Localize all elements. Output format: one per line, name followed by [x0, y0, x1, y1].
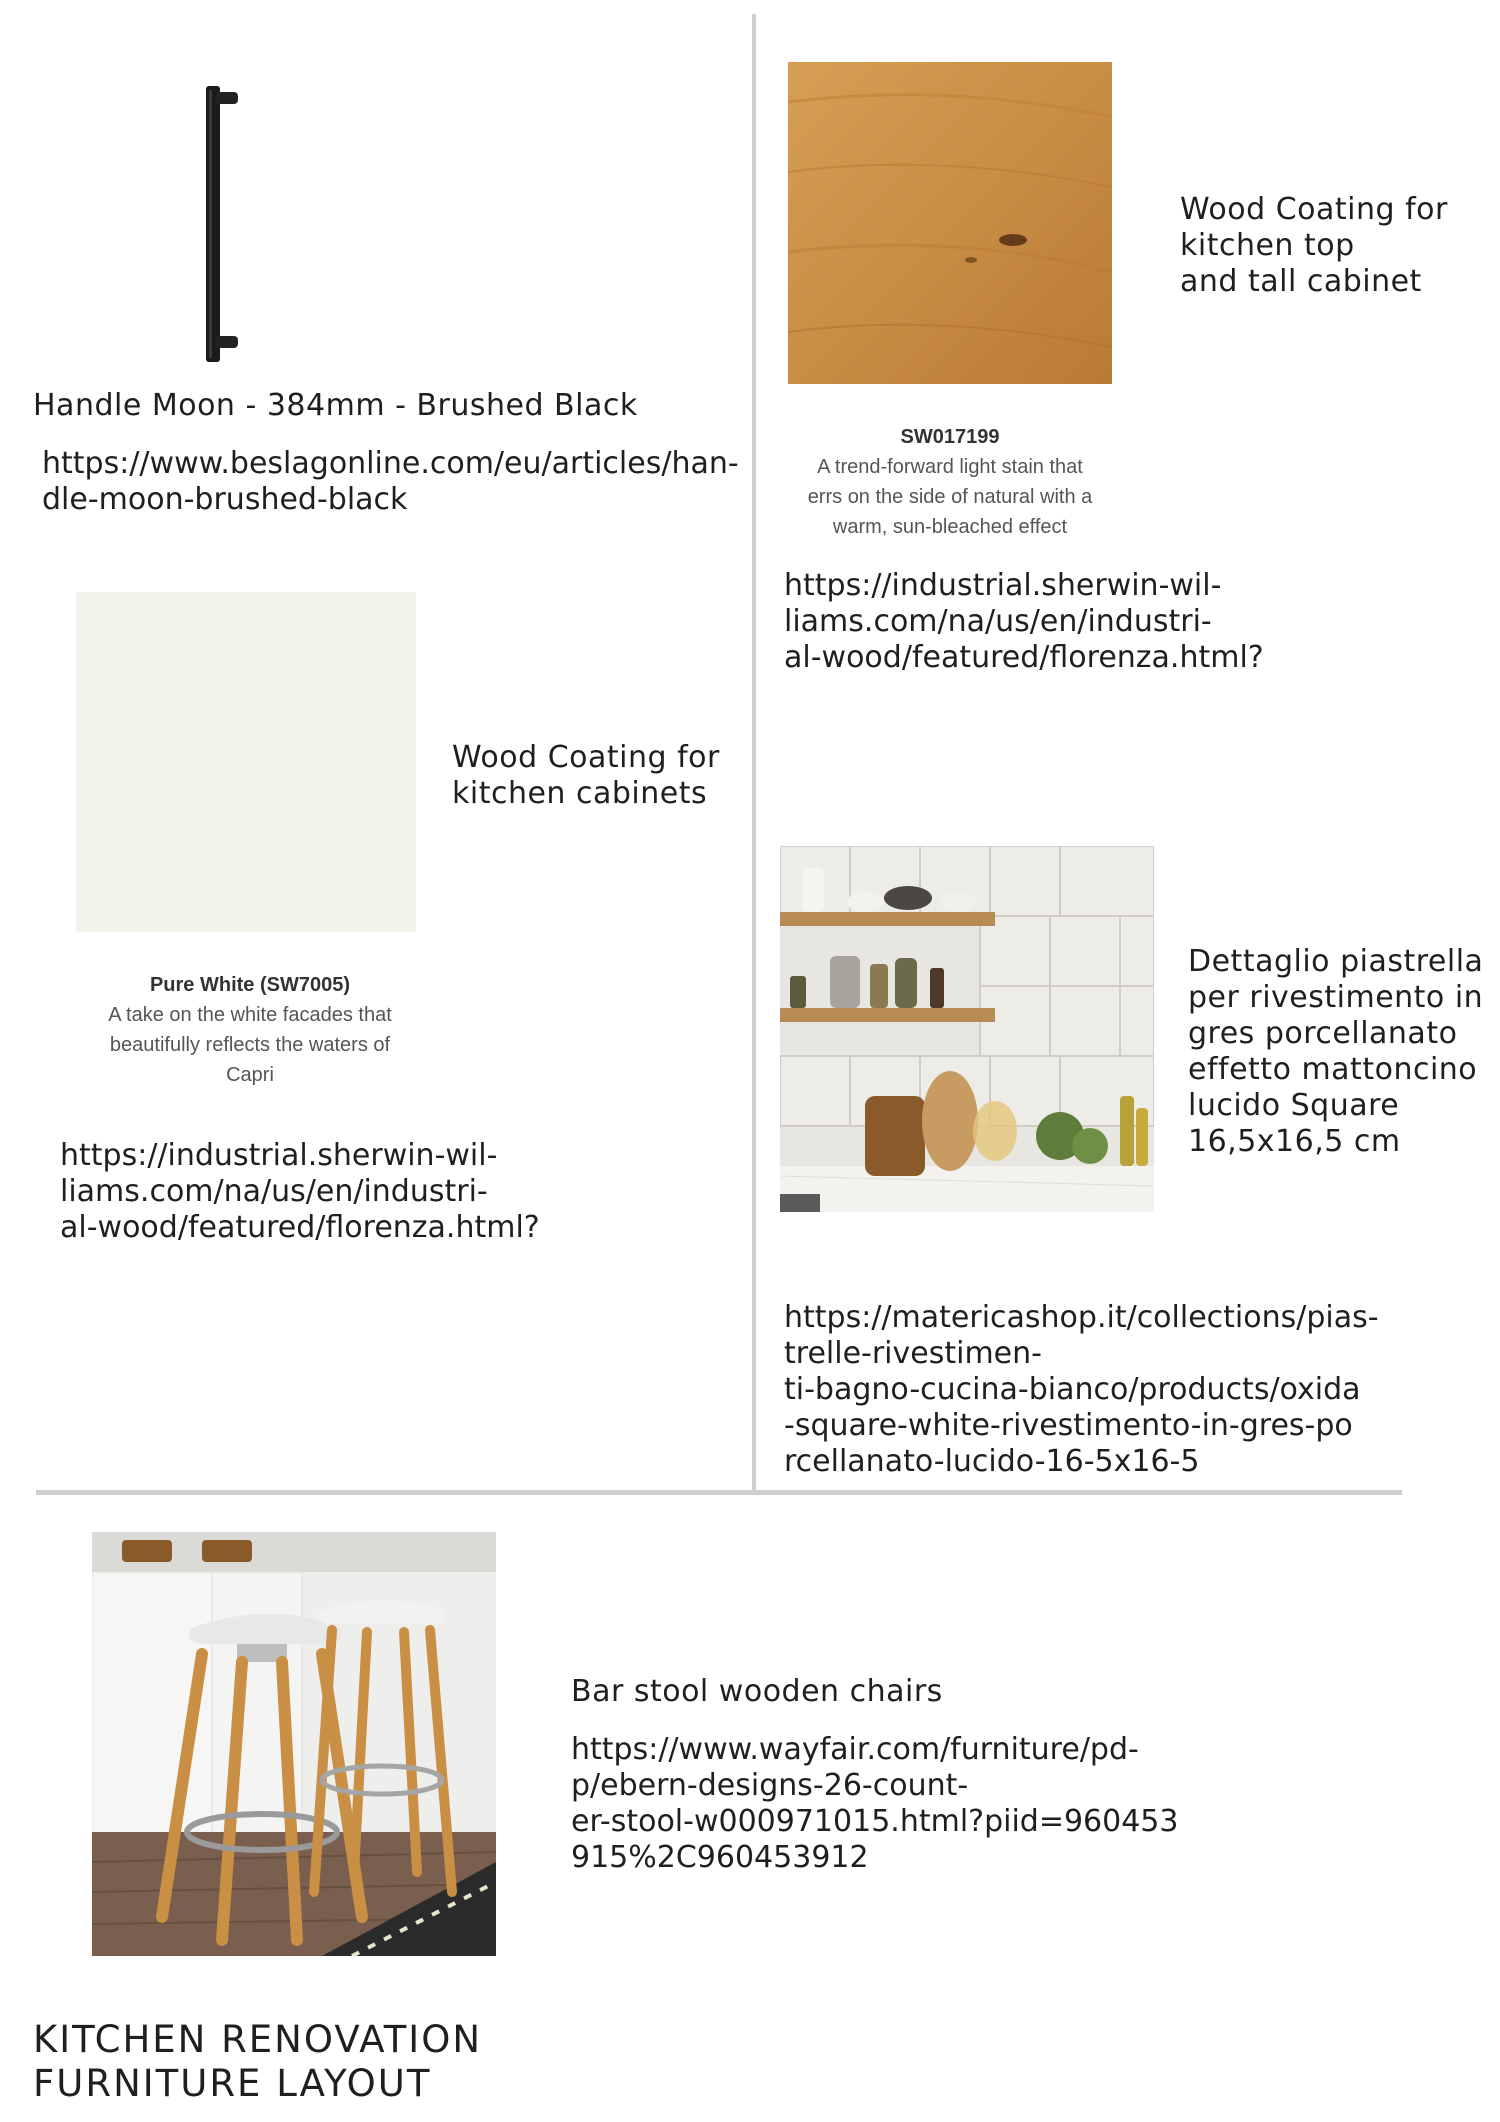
- wood-top-desc: A trend-forward light stain that errs on the side of natural with a warm, sun-bleached effect: [807, 456, 1093, 538]
- bar-stool-photo: [92, 1532, 496, 1956]
- wood-cabinets-label: Wood Coating for kitchen cabinets: [452, 740, 720, 811]
- wood-top-code: SW017199: [900, 426, 1000, 448]
- wood-top-caption: [780, 422, 1120, 542]
- tile-url[interactable]: https://matericashop.it/collections/pias- trelle-rivestimen- ti-bagno-cucina-bianco/products/oxida -square-white-rivestimento-in-gres-po rcellanato-lucido-16-5x16-5: [784, 1300, 1379, 1479]
- handle-url[interactable]: https://www.beslagonline.com/eu/articles/han- dle-moon-brushed-black: [42, 446, 739, 517]
- stool-url[interactable]: https://www.wayfair.com/furniture/pd- p/ebern-designs-26-count- er-stool-w000971015.html?piid=960453 915%2C960453912: [571, 1732, 1179, 1875]
- handle-image: [190, 80, 250, 370]
- stool-label: Bar stool wooden chairs: [571, 1674, 943, 1709]
- wood-top-url[interactable]: https://industrial.sherwin-wil- liams.com/na/us/en/industri- al-wood/featured/florenza.html?: [784, 568, 1264, 675]
- tile-kitchen-photo: [780, 846, 1154, 1212]
- pure-white-name: Pure White (SW7005): [149, 974, 351, 996]
- pure-white-caption: [70, 970, 430, 1090]
- page-title: KITCHEN RENOVATION FURNITURE LAYOUT: [33, 2018, 483, 2105]
- vertical-divider: [752, 14, 756, 1494]
- wood-cabinets-url[interactable]: https://industrial.sherwin-wil- liams.com/na/us/en/industri- al-wood/featured/florenza.html?: [60, 1138, 540, 1245]
- tile-label: Dettaglio piastrella per rivestimento in gres porcellanato effetto mattoncino lucido Square 16,5x16,5 cm: [1188, 944, 1484, 1159]
- pure-white-desc: A take on the white facades that beautifully reflects the waters of Capri: [108, 1004, 392, 1086]
- horizontal-divider: [36, 1490, 1402, 1495]
- pure-white-swatch: [76, 592, 416, 932]
- wood-top-swatch: [788, 62, 1112, 384]
- wood-top-label: Wood Coating for kitchen top and tall cabinet: [1180, 192, 1448, 299]
- handle-label: Handle Moon - 384mm - Brushed Black: [33, 388, 638, 423]
